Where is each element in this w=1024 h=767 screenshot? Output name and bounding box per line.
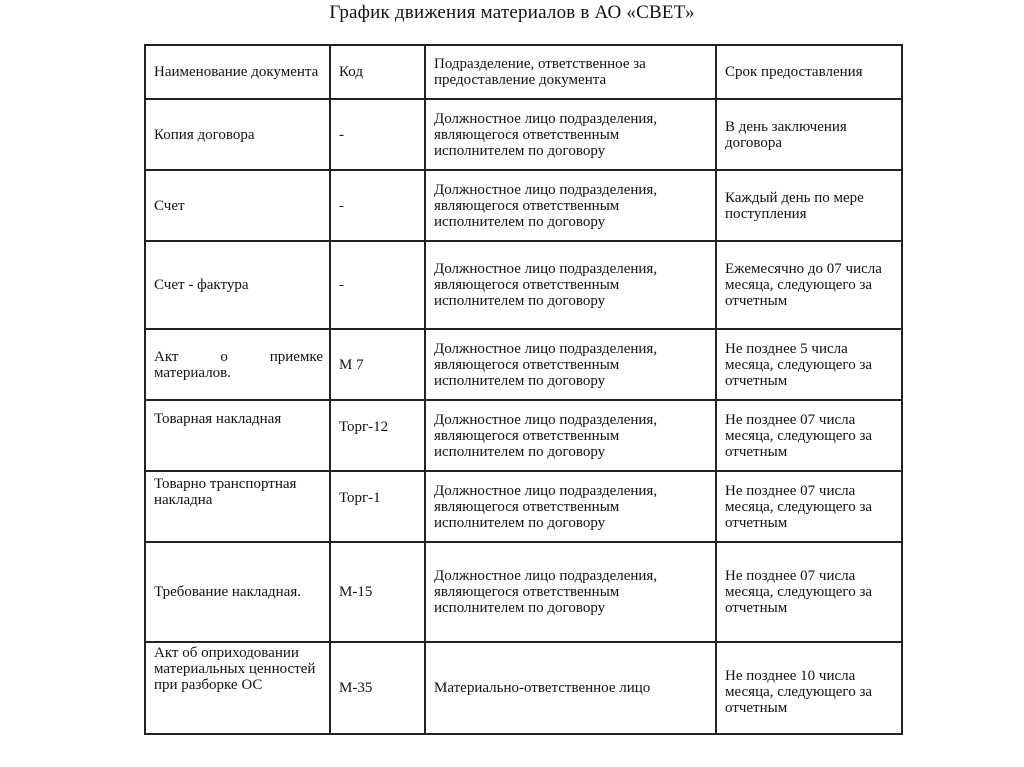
table-header-row	[145, 45, 902, 99]
cell-code: М 7	[330, 329, 425, 400]
header-submission-term: Срок предоставления	[716, 45, 902, 99]
header-document-name: Наименование документа	[145, 45, 330, 99]
cell-responsible: Должностное лицо подразделения, являющегося ответственным исполнителем по договору	[425, 241, 716, 329]
table-row	[145, 542, 902, 642]
cell-code: М-15	[330, 542, 425, 642]
cell-code: Торг-1	[330, 471, 425, 542]
table-row	[145, 99, 902, 170]
table-row	[145, 471, 902, 542]
cell-responsible: Должностное лицо подразделения, являющегося ответственным исполнителем по договору	[425, 170, 716, 241]
cell-code: -	[330, 241, 425, 329]
table-row	[145, 400, 902, 471]
cell-document-name: Счет	[145, 170, 330, 241]
cell-document-name: Акт о приемке материалов.	[145, 329, 330, 400]
cell-term: Не позднее 10 числа месяца, следующего за отчетным	[716, 642, 902, 734]
cell-term: Не позднее 07 числа месяца, следующего за отчетным	[716, 400, 902, 471]
cell-term: Каждый день по мере поступления	[716, 170, 902, 241]
cell-responsible: Материально-ответственное лицо	[425, 642, 716, 734]
cell-document-name: Акт об оприходовании материальных ценностей при разборке ОС	[145, 642, 330, 734]
page-title: График движения материалов в АО «СВЕТ»	[329, 2, 695, 23]
document-flow-table	[144, 44, 903, 735]
table-row	[145, 241, 902, 329]
cell-document-name: Копия договора	[145, 99, 330, 170]
cell-term: Ежемесячно до 07 числа месяца, следующего за отчетным	[716, 241, 902, 329]
cell-document-name: Товарно транспортная накладна	[145, 471, 330, 542]
cell-document-name: Товарная накладная	[145, 400, 330, 471]
cell-responsible: Должностное лицо подразделения, являющегося ответственным исполнителем по договору	[425, 400, 716, 471]
cell-responsible: Должностное лицо подразделения, являющегося ответственным исполнителем по договору	[425, 329, 716, 400]
header-responsible-unit: Подразделение, ответственное за предоставление документа	[425, 45, 716, 99]
cell-term: Не позднее 07 числа месяца, следующего за отчетным	[716, 542, 902, 642]
header-code: Код	[330, 45, 425, 99]
cell-responsible: Должностное лицо подразделения, являющегося ответственным исполнителем по договору	[425, 99, 716, 170]
table-row	[145, 642, 902, 734]
cell-responsible: Должностное лицо подразделения, являющегося ответственным исполнителем по договору	[425, 471, 716, 542]
cell-code: -	[330, 99, 425, 170]
cell-code: Торг-12	[330, 400, 425, 471]
cell-term: В день заключения договора	[716, 99, 902, 170]
cell-document-name: Счет - фактура	[145, 241, 330, 329]
cell-responsible: Должностное лицо подразделения, являющегося ответственным исполнителем по договору	[425, 542, 716, 642]
cell-document-name: Требование накладная.	[145, 542, 330, 642]
cell-code: М-35	[330, 642, 425, 734]
cell-term: Не позднее 07 числа месяца, следующего за отчетным	[716, 471, 902, 542]
cell-term: Не позднее 5 числа месяца, следующего за отчетным	[716, 329, 902, 400]
cell-code: -	[330, 170, 425, 241]
table-row	[145, 329, 902, 400]
table-row	[145, 170, 902, 241]
